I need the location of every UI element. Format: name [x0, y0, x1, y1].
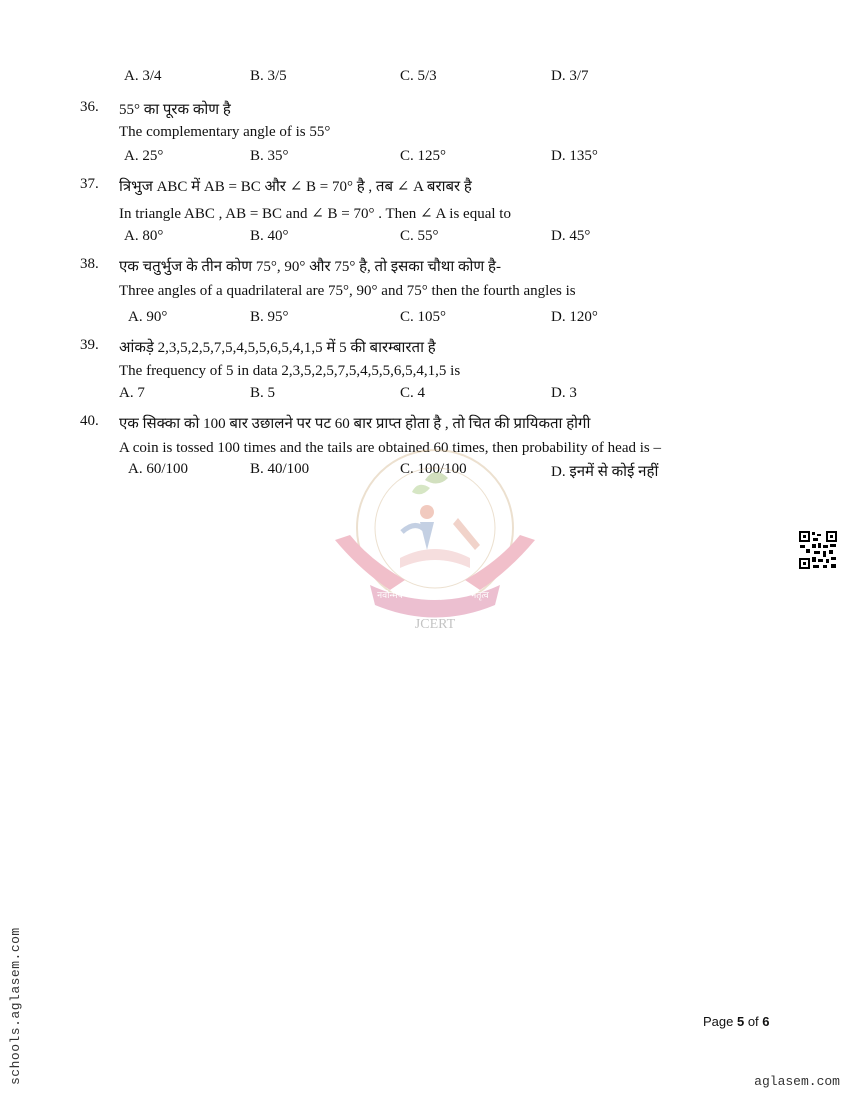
option-d: D. 120°	[551, 309, 598, 325]
question-number: 40.	[80, 413, 99, 429]
question-english: A coin is tossed 100 times and the tails are obtained 60 times, then probability of head is –	[119, 440, 661, 456]
question-english: The frequency of 5 in data 2,3,5,2,5,7,5,4,5,5,6,5,4,1,5 is	[119, 363, 461, 379]
jcert-emblem-icon	[330, 440, 540, 630]
question-hindi: त्रिभुज ABC में AB = BC और ∠ B = 70° है , तब ∠ A बराबर है	[119, 179, 472, 195]
option-a: A. 25°	[124, 148, 164, 164]
option-d: D. 3/7	[551, 68, 589, 84]
option-a: A. 80°	[124, 228, 164, 244]
option-d: D. 3	[551, 385, 577, 401]
option-c: C. 4	[400, 385, 426, 401]
page-number	[703, 1014, 770, 1029]
option-b: B. 40°	[250, 228, 289, 244]
option-c: C. 100/100	[400, 461, 467, 477]
qr-code-icon[interactable]	[798, 530, 838, 570]
page-current: 5	[736, 1014, 745, 1029]
page-total: 6	[762, 1014, 770, 1029]
ribbon-word-1: नवोन्मेष	[377, 591, 403, 601]
ribbon-word-3: नेतृत्व	[471, 591, 489, 601]
footer-site-url[interactable]: aglasem.com	[754, 1074, 840, 1089]
question-number: 38.	[80, 256, 99, 272]
option-c: C. 55°	[400, 228, 439, 244]
option-b: B. 40/100	[250, 461, 310, 477]
question-english: Three angles of a quadrilateral are 75°, 90° and 75° then the fourth angles is	[119, 283, 576, 299]
option-d: D. 135°	[551, 148, 598, 164]
question-english: The complementary angle of is 55°	[119, 124, 331, 140]
option-c: C. 125°	[400, 148, 447, 164]
option-c: C. 105°	[400, 309, 447, 325]
jcert-watermark-logo	[330, 440, 540, 630]
question-hindi: आंकड़े 2,3,5,2,5,7,5,4,5,5,6,5,4,1,5 में 5 की बारम्बारता है	[119, 340, 436, 356]
option-a: A. 90°	[128, 309, 168, 325]
question-english: In triangle ABC , AB = BC and ∠ B = 70° . Then ∠ A is equal to	[119, 206, 511, 222]
option-a: A. 7	[119, 385, 145, 401]
page-mid: of	[744, 1014, 763, 1029]
question-hindi: 55° का पूरक कोण है	[119, 102, 231, 118]
option-b: B. 3/5	[250, 68, 287, 84]
question-hindi: एक सिक्का को 100 बार उछालने पर पट 60 बार प्राप्त होता है , तो चित की प्रायिकता होगी	[119, 416, 591, 432]
option-d: D. 45°	[551, 228, 591, 244]
question-hindi: एक चतुर्भुज के तीन कोण 75°, 90° और 75° है, तो इसका चौथा कोण है-	[119, 259, 501, 275]
option-b: B. 5	[250, 385, 276, 401]
option-d: D. इनमें से कोई नहीं	[551, 464, 659, 480]
ribbon-word-2: शोध	[428, 593, 442, 603]
question-number: 39.	[80, 337, 99, 353]
option-b: B. 95°	[250, 309, 289, 325]
side-watermark-url: schools.aglasem.com	[8, 927, 23, 1085]
option-a: A. 60/100	[128, 461, 188, 477]
option-b: B. 35°	[250, 148, 289, 164]
question-number: 36.	[80, 99, 99, 115]
option-c: C. 5/3	[400, 68, 437, 84]
option-a: A. 3/4	[124, 68, 162, 84]
jcert-label: JCERT	[414, 617, 456, 630]
page-prefix: Page	[703, 1014, 737, 1029]
question-number: 37.	[80, 176, 99, 192]
